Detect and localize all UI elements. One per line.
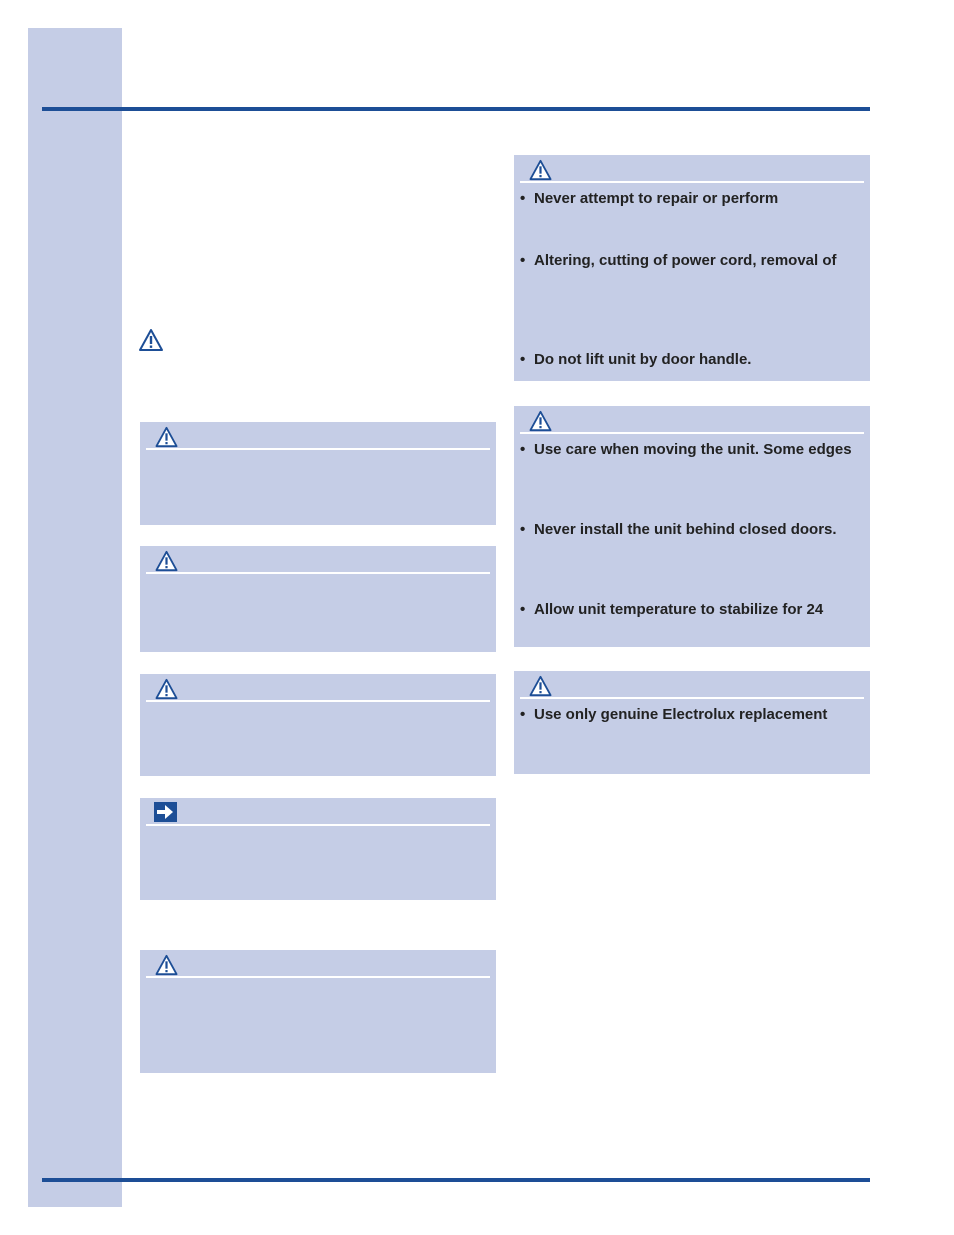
warning-triangle-icon bbox=[528, 410, 553, 432]
header-rule bbox=[42, 107, 870, 111]
bullet-item: • Never attempt to repair or perform bbox=[520, 190, 779, 207]
warning-box-header bbox=[146, 546, 490, 574]
warning-box-left-4 bbox=[140, 950, 496, 1073]
warning-box-right-1 bbox=[514, 155, 870, 381]
warning-box-left-2 bbox=[140, 546, 496, 652]
bullet-item: • Never install the unit behind closed doors. bbox=[520, 521, 837, 538]
warning-triangle-icon bbox=[154, 550, 179, 572]
warning-box-header bbox=[146, 674, 490, 702]
warning-box-left-1 bbox=[140, 422, 496, 525]
footer-rule bbox=[42, 1178, 870, 1182]
bullet-item: • Use only genuine Electrolux replacement bbox=[520, 706, 828, 723]
warning-box-left-3 bbox=[140, 674, 496, 776]
warning-triangle-icon bbox=[138, 328, 164, 352]
bullet-item: • Allow unit temperature to stabilize for 24 bbox=[520, 601, 824, 618]
warning-box-right-3 bbox=[514, 671, 870, 774]
warning-triangle-icon bbox=[528, 159, 553, 181]
left-side-band bbox=[28, 28, 122, 1207]
warning-box-header bbox=[520, 671, 864, 699]
warning-triangle-icon bbox=[154, 678, 179, 700]
bullet-item: • Use care when moving the unit. Some edges bbox=[520, 441, 852, 458]
warning-box-header bbox=[520, 406, 864, 434]
warning-box-right-2 bbox=[514, 406, 870, 647]
arrow-right-icon bbox=[154, 802, 177, 822]
warning-box-header bbox=[146, 422, 490, 450]
note-box-left bbox=[140, 798, 496, 900]
warning-triangle-icon bbox=[154, 954, 179, 976]
warning-triangle-icon bbox=[154, 426, 179, 448]
warning-box-header bbox=[520, 155, 864, 183]
bullet-item: • Altering, cutting of power cord, removal of bbox=[520, 252, 837, 269]
note-box-header bbox=[146, 798, 490, 826]
warning-triangle-icon bbox=[528, 675, 553, 697]
warning-box-header bbox=[146, 950, 490, 978]
bullet-item: • Do not lift unit by door handle. bbox=[520, 351, 752, 368]
